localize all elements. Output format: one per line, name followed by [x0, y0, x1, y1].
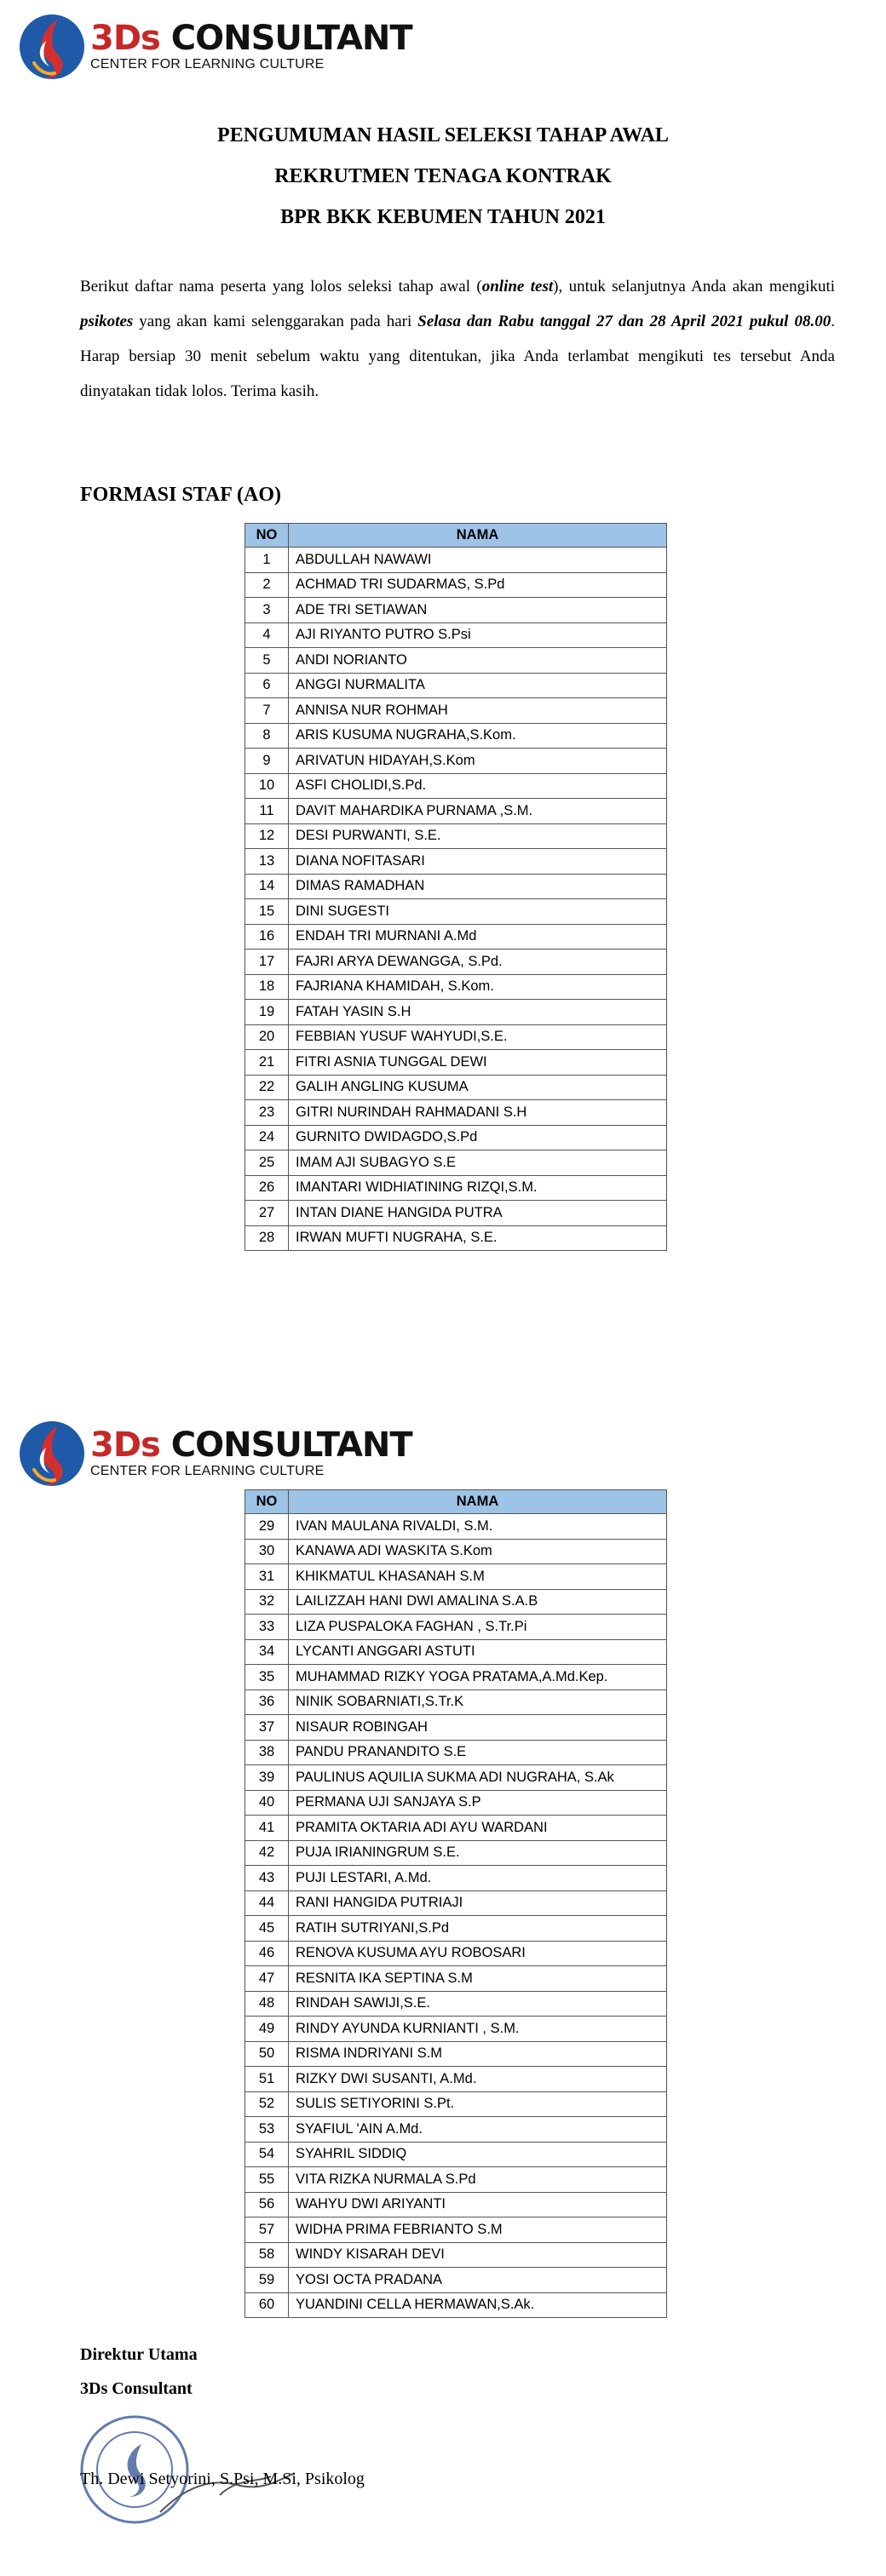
- row-number: 36: [245, 1690, 289, 1715]
- participant-name: PRAMITA OKTARIA ADI AYU WARDANI: [289, 1816, 667, 1841]
- table-row: [245, 1715, 667, 1741]
- participant-name: LYCANTI ANGGARI ASTUTI: [289, 1639, 667, 1665]
- participant-name: SYAFIUL 'AIN A.Md.: [289, 2117, 667, 2143]
- participant-name: GITRI NURINDAH RAHMADANI S.H: [289, 1100, 667, 1126]
- participant-name: GALIH ANGLING KUSUMA: [289, 1075, 667, 1100]
- participant-name: ANGGI NURMALITA: [289, 673, 667, 698]
- row-number: 24: [245, 1125, 289, 1150]
- participant-name: ABDULLAH NAWAWI: [289, 548, 667, 573]
- participant-table-page-2: [245, 1489, 667, 2318]
- row-number: 16: [245, 924, 289, 950]
- row-number: 52: [245, 2091, 289, 2117]
- table-row: [245, 2067, 667, 2092]
- row-number: 1: [245, 548, 289, 573]
- row-number: 7: [245, 698, 289, 724]
- participant-table-page-1: [245, 523, 667, 1251]
- table-row: [245, 1991, 667, 2017]
- signature-company: 3Ds Consultant: [80, 2379, 193, 2398]
- participant-name: WAHYU DWI ARIYANTI: [289, 2192, 667, 2217]
- participant-name: DINI SUGESTI: [289, 899, 667, 925]
- table-row: [245, 924, 667, 950]
- row-number: 21: [245, 1050, 289, 1076]
- brand-number: 3Ds: [90, 19, 160, 58]
- participant-name: DESI PURWANTI, S.E.: [289, 823, 667, 849]
- participant-name: RESNITA IKA SEPTINA S.M: [289, 1966, 667, 1992]
- table-row: [245, 2091, 667, 2117]
- participant-name: ANDI NORIANTO: [289, 648, 667, 674]
- section-title: FORMASI STAF (AO): [80, 484, 281, 506]
- participant-name: SYAHRIL SIDDIQ: [289, 2142, 667, 2167]
- participant-name: NINIK SOBARNIATI,S.Tr.K: [289, 1690, 667, 1715]
- row-number: 59: [245, 2268, 289, 2293]
- row-number: 39: [245, 1765, 289, 1791]
- participant-name: RATIH SUTRIYANI,S.Pd: [289, 1916, 667, 1942]
- table-row: [245, 1589, 667, 1615]
- row-number: 46: [245, 1941, 289, 1966]
- row-number: 19: [245, 1000, 289, 1025]
- row-number: 41: [245, 1816, 289, 1841]
- brand-name: CONSULTANT: [170, 19, 412, 58]
- participant-name: ENDAH TRI MURNANI A.Md: [289, 924, 667, 950]
- table-row: [245, 874, 667, 899]
- participant-name: ASFI CHOLIDI,S.Pd.: [289, 773, 667, 799]
- row-number: 14: [245, 874, 289, 899]
- table-row: [245, 598, 667, 623]
- table-row: [245, 673, 667, 698]
- table-row: [245, 849, 667, 875]
- table-row: [245, 1816, 667, 1841]
- row-number: 43: [245, 1866, 289, 1891]
- row-number: 54: [245, 2142, 289, 2167]
- table-row: [245, 1201, 667, 1226]
- row-number: 30: [245, 1539, 289, 1564]
- row-number: 6: [245, 673, 289, 698]
- row-number: 13: [245, 849, 289, 875]
- table-row: [245, 548, 667, 573]
- participant-name: PAULINUS AQUILIA SUKMA ADI NUGRAHA, S.Ak: [289, 1765, 667, 1791]
- row-number: 26: [245, 1175, 289, 1201]
- table-row: [245, 622, 667, 648]
- table-row: [245, 1690, 667, 1715]
- table-row: [245, 1866, 667, 1891]
- row-number: 31: [245, 1564, 289, 1590]
- signature-name: Th. Dewi Setyorini, S.Psi, M.Si, Psikolog: [80, 2470, 365, 2488]
- participant-name: YOSI OCTA PRADANA: [289, 2268, 667, 2293]
- table-row: [245, 2117, 667, 2143]
- table-row: [245, 1539, 667, 1564]
- participant-name: RISMA INDRIYANI S.M: [289, 2041, 667, 2067]
- row-number: 40: [245, 1790, 289, 1816]
- row-number: 32: [245, 1589, 289, 1615]
- row-number: 34: [245, 1639, 289, 1665]
- table-row: [245, 2217, 667, 2243]
- participant-name: RINDAH SAWIJI,S.E.: [289, 1991, 667, 2017]
- title-line-2: REKRUTMEN TENAGA KONTRAK: [274, 165, 612, 187]
- participant-name: LIZA PUSPALOKA FAGHAN , S.Tr.Pi: [289, 1615, 667, 1640]
- table-row: [245, 2268, 667, 2293]
- row-number: 56: [245, 2192, 289, 2217]
- table-row: [245, 749, 667, 774]
- participant-name: RENOVA KUSUMA AYU ROBOSARI: [289, 1941, 667, 1966]
- table-row: [245, 1100, 667, 1126]
- logo-emblem-icon: [17, 12, 87, 82]
- table-row: [245, 723, 667, 749]
- announcement-title: [0, 119, 886, 233]
- participant-name: GURNITO DWIDAGDO,S.Pd: [289, 1125, 667, 1150]
- row-number: 8: [245, 723, 289, 749]
- participant-name: RANI HANGIDA PUTRIAJI: [289, 1890, 667, 1916]
- participant-name: RINDY AYUNDA KURNIANTI , S.M.: [289, 2017, 667, 2042]
- table-row: [245, 1150, 667, 1176]
- intro-text-4: . Harap bersiap 30 menit sebelum waktu yang ditentukan, jika Anda terlambat mengikuti tes tersebut Anda dinyatakan tidak lolos. Terima kasih.: [80, 313, 835, 400]
- table-row: [245, 1024, 667, 1050]
- participant-name: MUHAMMAD RIZKY YOGA PRATAMA,A.Md.Kep.: [289, 1665, 667, 1690]
- intro-text-3: yang akan kami selenggarakan pada hari: [133, 313, 418, 330]
- row-number: 18: [245, 974, 289, 1000]
- table-row: [245, 1225, 667, 1251]
- table-row: [245, 1050, 667, 1076]
- row-number: 27: [245, 1201, 289, 1226]
- row-number: 11: [245, 799, 289, 824]
- row-number: 29: [245, 1514, 289, 1540]
- table-row: [245, 899, 667, 925]
- participant-name: IVAN MAULANA RIVALDI, S.M.: [289, 1514, 667, 1540]
- row-number: 28: [245, 1225, 289, 1251]
- participant-name: KHIKMATUL KHASANAH S.M: [289, 1564, 667, 1590]
- participant-name: PUJI LESTARI, A.Md.: [289, 1866, 667, 1891]
- header-no: NO: [245, 524, 289, 548]
- brand-tagline: CENTER FOR LEARNING CULTURE: [90, 57, 325, 72]
- participant-name: FAJRIANA KHAMIDAH, S.Kom.: [289, 974, 667, 1000]
- table-row: [245, 1564, 667, 1590]
- intro-paragraph: [80, 269, 835, 409]
- participant-name: RIZKY DWI SUSANTI, A.Md.: [289, 2067, 667, 2092]
- row-number: 20: [245, 1024, 289, 1050]
- row-number: 49: [245, 2017, 289, 2042]
- participant-name: IRWAN MUFTI NUGRAHA, S.E.: [289, 1225, 667, 1251]
- table-row: [245, 1740, 667, 1765]
- intro-text-1: Berikut daftar nama peserta yang lolos seleksi tahap awal (: [80, 278, 482, 295]
- table-row: [245, 1615, 667, 1640]
- logo-emblem-icon: [17, 1419, 87, 1489]
- participant-name: ADE TRI SETIAWAN: [289, 598, 667, 623]
- row-number: 22: [245, 1075, 289, 1100]
- row-number: 58: [245, 2242, 289, 2268]
- row-number: 17: [245, 950, 289, 975]
- table-row: [245, 1840, 667, 1866]
- participant-name: INTAN DIANE HANGIDA PUTRA: [289, 1201, 667, 1226]
- header-no: NO: [245, 1490, 289, 1514]
- participant-name: FATAH YASIN S.H: [289, 1000, 667, 1025]
- participant-name: SULIS SETIYORINI S.Pt.: [289, 2091, 667, 2117]
- table-row: [245, 950, 667, 975]
- participant-name: FAJRI ARYA DEWANGGA, S.Pd.: [289, 950, 667, 975]
- table-row: [245, 2192, 667, 2217]
- row-number: 45: [245, 1916, 289, 1942]
- table-row: [245, 1000, 667, 1025]
- company-logo: [17, 12, 412, 82]
- participant-name: PANDU PRANANDITO S.E: [289, 1740, 667, 1765]
- table-row: [245, 1890, 667, 1916]
- participant-name: VITA RIZKA NURMALA S.Pd: [289, 2167, 667, 2193]
- brand-name: CONSULTANT: [170, 1426, 412, 1465]
- table-row: [245, 2167, 667, 2193]
- participant-name: NISAUR ROBINGAH: [289, 1715, 667, 1741]
- row-number: 51: [245, 2067, 289, 2092]
- participant-name: IMAM AJI SUBAGYO S.E: [289, 1150, 667, 1176]
- participant-name: DIANA NOFITASARI: [289, 849, 667, 875]
- brand-tagline: CENTER FOR LEARNING CULTURE: [90, 1464, 325, 1478]
- row-number: 35: [245, 1665, 289, 1690]
- participant-name: KANAWA ADI WASKITA S.Kom: [289, 1539, 667, 1564]
- table-row: [245, 648, 667, 674]
- intro-schedule: Selasa dan Rabu tanggal 27 dan 28 April 2021 pukul 08.00: [417, 313, 831, 330]
- table-row: [245, 1941, 667, 1966]
- row-number: 55: [245, 2167, 289, 2193]
- header-name: NAMA: [289, 524, 667, 548]
- participant-name: AJI RIYANTO PUTRO S.Psi: [289, 622, 667, 648]
- table-row: [245, 1175, 667, 1201]
- table-row: [245, 1916, 667, 1942]
- table-row: [245, 823, 667, 849]
- table-row: [245, 1790, 667, 1816]
- table-row: [245, 2242, 667, 2268]
- participant-name: YUANDINI CELLA HERMAWAN,S.Ak.: [289, 2292, 667, 2318]
- table-row: [245, 1075, 667, 1100]
- row-number: 15: [245, 899, 289, 925]
- participant-name: FEBBIAN YUSUF WAHYUDI,S.E.: [289, 1024, 667, 1050]
- table-row: [245, 572, 667, 598]
- intro-online-test: online test: [481, 278, 554, 295]
- row-number: 48: [245, 1991, 289, 2017]
- participant-name: DIMAS RAMADHAN: [289, 874, 667, 899]
- table-row: [245, 974, 667, 1000]
- participant-name: ARIVATUN HIDAYAH,S.Kom: [289, 749, 667, 774]
- participant-name: LAILIZZAH HANI DWI AMALINA S.A.B: [289, 1589, 667, 1615]
- brand-number: 3Ds: [90, 1426, 160, 1465]
- row-number: 47: [245, 1966, 289, 1992]
- table-row: [245, 2142, 667, 2167]
- row-number: 60: [245, 2292, 289, 2318]
- row-number: 2: [245, 572, 289, 598]
- participant-name: ACHMAD TRI SUDARMAS, S.Pd: [289, 572, 667, 598]
- table-row: [245, 1765, 667, 1791]
- table-row: [245, 799, 667, 824]
- participant-name: FITRI ASNIA TUNGGAL DEWI: [289, 1050, 667, 1076]
- row-number: 5: [245, 648, 289, 674]
- participant-name: IMANTARI WIDHIATINING RIZQI,S.M.: [289, 1175, 667, 1201]
- row-number: 23: [245, 1100, 289, 1126]
- row-number: 25: [245, 1150, 289, 1176]
- row-number: 42: [245, 1840, 289, 1866]
- row-number: 44: [245, 1890, 289, 1916]
- row-number: 38: [245, 1740, 289, 1765]
- table-row: [245, 2041, 667, 2067]
- participant-name: ARIS KUSUMA NUGRAHA,S.Kom.: [289, 723, 667, 749]
- table-row: [245, 2292, 667, 2318]
- company-logo-page-2: [17, 1419, 412, 1489]
- title-line-1: PENGUMUMAN HASIL SELEKSI TAHAP AWAL: [217, 124, 669, 146]
- intro-text-2: ), untuk selanjutnya Anda akan mengikuti: [553, 278, 836, 295]
- row-number: 57: [245, 2217, 289, 2243]
- row-number: 4: [245, 622, 289, 648]
- participant-name: WINDY KISARAH DEVI: [289, 2242, 667, 2268]
- participant-name: ANNISA NUR ROHMAH: [289, 698, 667, 724]
- signature-role: Direktur Utama: [80, 2345, 198, 2364]
- table-row: [245, 1125, 667, 1150]
- table-row: [245, 698, 667, 724]
- intro-psikotes: psikotes: [80, 313, 134, 330]
- participant-name: PERMANA UJI SANJAYA S.P: [289, 1790, 667, 1816]
- title-line-3: BPR BKK KEBUMEN TAHUN 2021: [280, 206, 606, 228]
- table-row: [245, 1966, 667, 1992]
- table-row: [245, 2017, 667, 2042]
- row-number: 37: [245, 1715, 289, 1741]
- row-number: 10: [245, 773, 289, 799]
- participant-name: WIDHA PRIMA FEBRIANTO S.M: [289, 2217, 667, 2243]
- row-number: 9: [245, 749, 289, 774]
- header-name: NAMA: [289, 1490, 667, 1514]
- table-row: [245, 1665, 667, 1690]
- table-row: [245, 773, 667, 799]
- row-number: 3: [245, 598, 289, 623]
- participant-name: DAVIT MAHARDIKA PURNAMA ,S.M.: [289, 799, 667, 824]
- table-row: [245, 1639, 667, 1665]
- row-number: 33: [245, 1615, 289, 1640]
- row-number: 50: [245, 2041, 289, 2067]
- row-number: 12: [245, 823, 289, 849]
- row-number: 53: [245, 2117, 289, 2143]
- participant-name: PUJA IRIANINGRUM S.E.: [289, 1840, 667, 1866]
- table-row: [245, 1514, 667, 1540]
